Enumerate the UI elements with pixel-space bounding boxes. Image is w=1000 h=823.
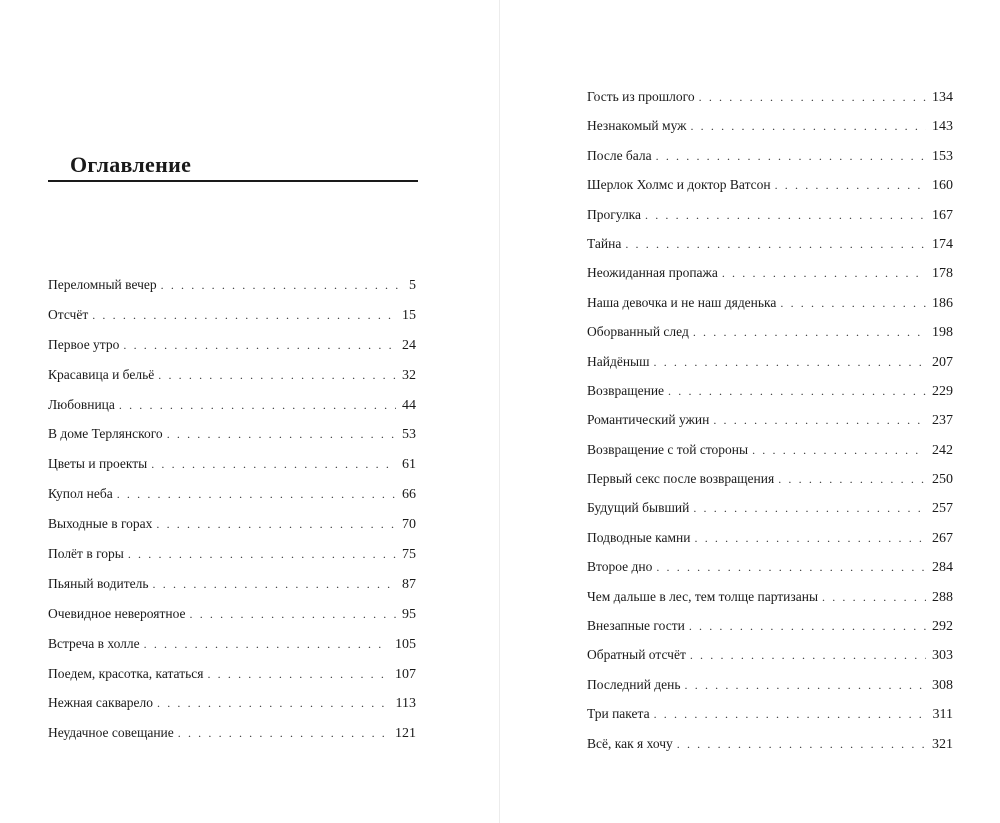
toc-entry-page-number: 113: [395, 696, 416, 712]
toc-entry-page-number: 105: [395, 636, 416, 652]
toc-entry-title: Прогулка: [587, 206, 642, 222]
toc-entry-page-number: 5: [409, 278, 416, 293]
toc-entry-page-number: 53: [402, 427, 416, 443]
toc-entry-title: Шерлок Холмс и доктор Ватсон: [587, 177, 771, 193]
toc-entry-page-number: 134: [932, 90, 953, 105]
toc-dot-leader: [690, 112, 926, 141]
toc-entry-title: После бала: [587, 147, 652, 163]
toc-entry-title: Переломный вечер: [48, 277, 157, 292]
toc-entry: [48, 449, 416, 479]
toc-dot-leader: [123, 331, 396, 361]
toc-entry-title: Полёт в горы: [48, 546, 124, 562]
toc-dot-leader: [693, 494, 926, 523]
toc-entry-page-number: 75: [402, 547, 416, 563]
toc-entry-page-number: 229: [932, 383, 953, 399]
toc-dot-leader: [713, 406, 926, 435]
toc-entry: [48, 270, 416, 300]
toc-entry-page-number: 186: [932, 295, 953, 311]
toc-entry-title: Обратный отсчёт: [587, 647, 686, 663]
toc-dot-leader: [119, 391, 396, 421]
toc-dot-leader: [117, 480, 396, 510]
toc-entry-page-number: 153: [932, 148, 953, 164]
toc-entry-title: Романтический ужин: [587, 412, 710, 428]
toc-entry: [587, 464, 953, 493]
toc-entry-page-number: 44: [402, 397, 416, 413]
toc-entry-page-number: 178: [932, 266, 953, 282]
toc-entry-title: Отсчёт: [48, 306, 89, 322]
toc-entry: [587, 111, 953, 140]
toc-entry-page-number: 87: [402, 576, 416, 592]
toc-entry-page-number: 61: [402, 457, 416, 473]
toc-entry: [48, 718, 416, 748]
toc-entry: [587, 729, 953, 758]
toc-dot-leader: [656, 553, 926, 582]
toc-entry-title: Цветы и проекты: [48, 456, 148, 472]
toc-entry-page-number: 321: [932, 736, 953, 752]
toc-entry: [587, 640, 953, 669]
toc-entry-page-number: 292: [932, 619, 953, 635]
toc-dot-leader: [695, 524, 927, 553]
toc-entry: [48, 300, 416, 330]
toc-dot-leader: [625, 230, 926, 259]
toc-dot-leader: [128, 540, 396, 570]
toc-entry-page-number: 143: [932, 119, 953, 135]
toc-entry-page-number: 303: [932, 648, 953, 664]
toc-dot-leader: [144, 630, 389, 660]
toc-entry-page-number: 66: [402, 487, 416, 503]
toc-entry-page-number: 107: [395, 666, 416, 682]
toc-dot-leader: [752, 436, 926, 465]
toc-entry: [587, 347, 953, 376]
toc-entry-title: Незнакомый муж: [587, 118, 687, 134]
toc-entry-title: Пьяный водитель: [48, 575, 149, 591]
toc-entry-page-number: 121: [395, 726, 416, 742]
toc-entry-page-number: 242: [932, 442, 953, 458]
toc-dot-leader: [685, 671, 926, 700]
toc-entry-title: Поедем, красотка, кататься: [48, 665, 204, 681]
toc-entry-title: Внезапные гости: [587, 618, 685, 634]
toc-entry: [587, 288, 953, 317]
toc-entry-page-number: 311: [932, 707, 953, 723]
toc-list-right: [587, 82, 953, 758]
toc-entry-title: Второе дно: [587, 559, 653, 575]
toc-entry-page-number: 15: [402, 307, 416, 323]
toc-entry: [48, 390, 416, 420]
toc-dot-leader: [156, 510, 396, 540]
toc-entry: [587, 82, 953, 111]
toc-entry-title: Возвращение: [587, 382, 665, 398]
toc-dot-leader: [153, 570, 396, 600]
toc-entry-title: Подводные камни: [587, 529, 691, 545]
toc-entry-title: Красавица и бельё: [48, 366, 155, 382]
toc-dot-leader: [775, 171, 926, 200]
toc-entry-title: Три пакета: [587, 706, 650, 722]
toc-entry: [48, 330, 416, 360]
toc-entry-title: Оборванный след: [587, 324, 689, 340]
toc-entry-title: Любовница: [48, 396, 115, 412]
toc-entry-page-number: 207: [932, 354, 953, 370]
toc-entry-page-number: 95: [402, 606, 416, 622]
toc-entry: [587, 405, 953, 434]
toc-dot-leader: [178, 719, 389, 749]
toc-dot-leader: [822, 583, 926, 612]
toc-entry: [48, 659, 416, 689]
toc-entry-page-number: 250: [932, 472, 953, 488]
toc-dot-leader: [693, 318, 926, 347]
toc-entry-title: Найдёныш: [587, 353, 650, 369]
toc-entry: [48, 629, 416, 659]
toc-entry: [48, 569, 416, 599]
toc-entry-title: Нежная сакварело: [48, 695, 153, 711]
toc-dot-leader: [722, 259, 926, 288]
toc-entry-title: Наша девочка и не наш дяденька: [587, 294, 777, 310]
toc-dot-leader: [780, 289, 926, 318]
toc-entry: [587, 582, 953, 611]
toc-entry-page-number: 24: [402, 337, 416, 353]
toc-entry-title: Неожиданная пропажа: [587, 265, 718, 281]
toc-entry: [587, 611, 953, 640]
toc-entry: [587, 258, 953, 287]
toc-entry: [587, 523, 953, 552]
toc-dot-leader: [92, 301, 396, 331]
toc-entry-title: Тайна: [587, 235, 622, 251]
toc-dot-leader: [677, 730, 926, 759]
toc-entry: [48, 688, 416, 718]
toc-entry: [587, 317, 953, 346]
toc-dot-leader: [699, 83, 926, 112]
toc-dot-leader: [654, 700, 927, 729]
toc-entry-title: Будущий бывший: [587, 500, 690, 516]
toc-entry-page-number: 237: [932, 413, 953, 429]
toc-entry: [587, 229, 953, 258]
toc-entry: [48, 599, 416, 629]
toc-entry: [587, 200, 953, 229]
toc-entry-page-number: 198: [932, 325, 953, 341]
toc-dot-leader: [161, 271, 403, 301]
toc-entry: [587, 376, 953, 405]
toc-dot-leader: [656, 142, 926, 171]
toc-dot-leader: [645, 201, 926, 230]
toc-entry-page-number: 257: [932, 501, 953, 517]
toc-entry-title: Чем дальше в лес, тем толще партизаны: [587, 588, 819, 604]
toc-dot-leader: [190, 600, 397, 630]
toc-entry-page-number: 288: [932, 589, 953, 605]
toc-entry-title: В доме Терлянского: [48, 426, 163, 442]
toc-entry-title: Встреча в холле: [48, 635, 140, 651]
toc-entry-page-number: 160: [932, 178, 953, 194]
toc-dot-leader: [151, 450, 396, 480]
toc-entry: [587, 552, 953, 581]
toc-entry-title: Первый секс после возвращения: [587, 471, 775, 487]
toc-entry: [587, 699, 953, 728]
toc-entry: [48, 419, 416, 449]
toc-dot-leader: [157, 689, 390, 719]
toc-dot-leader: [690, 641, 926, 670]
toc-entry: [48, 509, 416, 539]
toc-entry-title: Гость из прошлого: [587, 89, 695, 104]
toc-entry-page-number: 284: [932, 560, 953, 576]
toc-entry-title: Неудачное совещание: [48, 725, 174, 741]
toc-entry-page-number: 70: [402, 517, 416, 533]
toc-entry-page-number: 308: [932, 677, 953, 693]
toc-dot-leader: [158, 361, 396, 391]
toc-dot-leader: [689, 612, 926, 641]
toc-entry: [587, 141, 953, 170]
toc-dot-leader: [778, 465, 926, 494]
toc-dot-leader: [167, 420, 396, 450]
toc-entry-page-number: 167: [932, 207, 953, 223]
toc-entry: [48, 479, 416, 509]
toc-entry: [48, 539, 416, 569]
toc-dot-leader: [654, 348, 926, 377]
toc-entry: [587, 670, 953, 699]
toc-list-left: [48, 270, 416, 748]
toc-entry: [587, 493, 953, 522]
toc-entry: [587, 435, 953, 464]
toc-dot-leader: [207, 660, 389, 690]
toc-entry-page-number: 267: [932, 530, 953, 546]
toc-entry-title: Первое утро: [48, 336, 120, 352]
title-underline: [48, 180, 418, 182]
toc-entry: [48, 360, 416, 390]
toc-entry-title: Всё, как я хочу: [587, 735, 673, 751]
toc-title: Оглавление: [70, 152, 192, 177]
toc-entry: [587, 170, 953, 199]
toc-entry-title: Выходные в горах: [48, 516, 153, 532]
toc-entry-page-number: 174: [932, 236, 953, 252]
toc-entry-title: Купол неба: [48, 486, 113, 502]
toc-entry-page-number: 32: [402, 367, 416, 383]
toc-dot-leader: [668, 377, 926, 406]
toc-entry-title: Возвращение с той стороны: [587, 441, 749, 457]
toc-entry-title: Последний день: [587, 676, 681, 692]
toc-entry-title: Очевидное невероятное: [48, 605, 186, 621]
